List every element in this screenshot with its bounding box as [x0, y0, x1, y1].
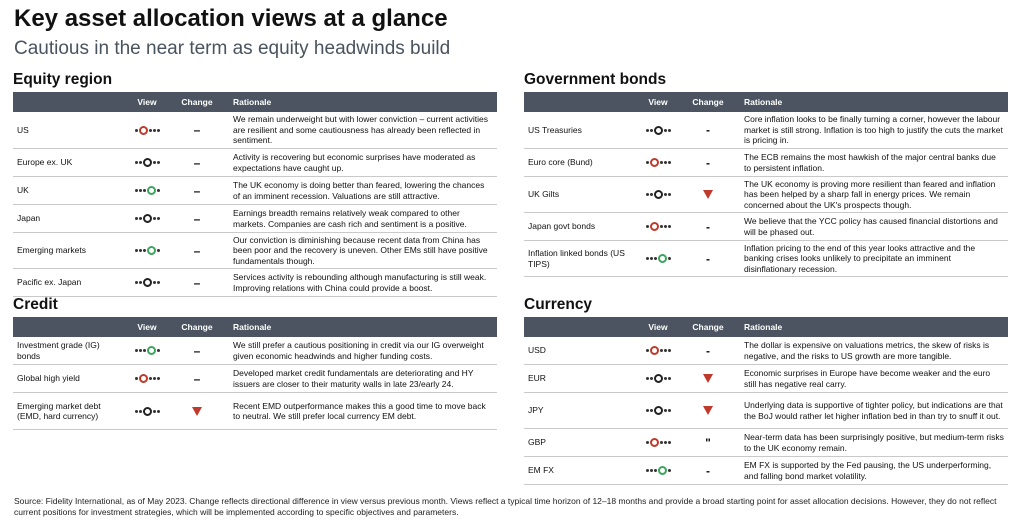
header-change: Change	[181, 97, 213, 107]
view-cell	[636, 374, 680, 383]
no-change-mark: "	[705, 435, 711, 450]
table-row	[524, 112, 1008, 149]
header-view: View	[648, 97, 668, 107]
table-row	[13, 177, 497, 205]
view-cell	[125, 186, 169, 195]
asset-name: Investment grade (IG) bonds	[17, 340, 100, 361]
view-dial-icon	[646, 126, 671, 135]
change-cell	[169, 155, 225, 170]
view-cell	[636, 190, 680, 199]
view-cell	[636, 254, 680, 263]
asset-name: Japan govt bonds	[528, 221, 596, 232]
table-row	[13, 269, 497, 297]
change-cell	[680, 219, 736, 234]
header-change: Change	[692, 97, 724, 107]
change-cell	[169, 371, 225, 386]
section-title: Equity region	[13, 71, 113, 88]
rationale-text: Inflation pricing to the end of this year looks attractive and the banking crises looks unlikely to precipitate an imminent disinflationary recession.	[744, 242, 976, 274]
view-cell	[636, 466, 680, 475]
table-row	[13, 149, 497, 177]
no-change-mark: -	[706, 343, 710, 358]
no-change-mark: –	[193, 371, 201, 386]
view-cell	[125, 278, 169, 287]
table-header	[13, 92, 497, 112]
view-dial-icon	[135, 158, 160, 167]
table-row	[524, 337, 1008, 365]
view-cell	[125, 126, 169, 135]
rationale-text: Recent EMD outperformance makes this a good time to move back to neutral. We still prefer local currency EM debt.	[233, 400, 486, 421]
table-row	[524, 177, 1008, 213]
change-cell	[680, 435, 736, 450]
view-cell	[125, 246, 169, 255]
down-arrow-icon	[703, 190, 713, 199]
table-row	[524, 429, 1008, 457]
view-dial-icon	[646, 406, 671, 415]
asset-name: UK Gilts	[528, 189, 560, 200]
table-row	[524, 241, 1008, 277]
no-change-mark: –	[193, 243, 201, 258]
no-change-mark: -	[706, 251, 710, 266]
asset-name: Emerging markets	[17, 245, 86, 256]
change-cell	[169, 407, 225, 416]
page-subtitle: Cautious in the near term as equity headwinds build	[14, 38, 451, 59]
no-change-mark: –	[193, 123, 201, 137]
table-row	[13, 205, 497, 233]
header-view: View	[648, 322, 668, 332]
no-change-mark: –	[193, 183, 201, 198]
asset-name: Global high yield	[17, 373, 80, 384]
rationale-text: Underlying data is supportive of tighter policy, but indications are that the BoJ would rather let higher inflation bed in than try to snuff it out.	[744, 400, 1003, 421]
rationale-text: Economic surprises in Europe have become weaker and the euro still has negative real carry.	[744, 368, 991, 389]
rationale-text: The ECB remains the most hawkish of the major central banks due to persistent inflation.	[744, 152, 996, 173]
view-cell	[636, 126, 680, 135]
section-title: Credit	[13, 296, 58, 313]
header-view: View	[137, 322, 157, 332]
asset-name: USD	[528, 345, 546, 356]
table-row	[13, 393, 497, 430]
table-header	[13, 317, 497, 337]
rationale-text: We believe that the YCC policy has caused financial distortions and will be phased out.	[744, 216, 998, 237]
down-arrow-icon	[703, 406, 713, 415]
view-dial-icon	[646, 222, 671, 231]
page-title: Key asset allocation views at a glance	[14, 5, 448, 32]
table-row	[13, 337, 497, 365]
change-cell	[680, 155, 736, 170]
table-row	[524, 149, 1008, 177]
view-dial-icon	[135, 186, 160, 195]
view-cell	[636, 158, 680, 167]
view-dial-icon	[646, 466, 671, 475]
rationale-text: Earnings breadth remains relatively weak compared to other markets. Companies are cash rich and sentiment is a positive.	[233, 208, 467, 229]
header-change: Change	[692, 322, 724, 332]
no-change-mark: -	[706, 463, 710, 478]
view-cell	[125, 214, 169, 223]
credit-panel	[13, 295, 497, 430]
view-dial-icon	[646, 158, 671, 167]
no-change-mark: –	[193, 211, 201, 226]
header-rationale: Rationale	[233, 322, 272, 332]
change-cell	[680, 251, 736, 266]
asset-name: Inflation linked bonds (US TIPS)	[528, 248, 625, 269]
change-cell	[169, 211, 225, 226]
currency-panel	[524, 295, 1008, 485]
asset-name: JPY	[528, 405, 544, 416]
view-dial-icon	[135, 374, 160, 383]
change-cell	[680, 125, 736, 135]
change-cell	[680, 343, 736, 358]
asset-name: Pacific ex. Japan	[17, 277, 82, 288]
rationale-text: The UK economy is doing better than feared, lowering the chances of an imminent recession. Valuations are still attractive.	[233, 180, 485, 201]
table-row	[524, 365, 1008, 393]
view-dial-icon	[646, 438, 671, 447]
no-change-mark: -	[706, 123, 710, 137]
asset-name: US Treasuries	[528, 124, 582, 135]
view-dial-icon	[135, 278, 160, 287]
rationale-text: Near-term data has been surprisingly positive, but medium-term risks to the UK economy remain.	[744, 432, 1004, 453]
table-header	[524, 92, 1008, 112]
view-dial-icon	[135, 126, 160, 135]
section-title: Currency	[524, 296, 593, 313]
asset-name: EUR	[528, 373, 546, 384]
change-cell	[680, 374, 736, 383]
govt-bonds-panel	[524, 70, 1008, 277]
view-dial-icon	[646, 254, 671, 263]
change-cell	[680, 463, 736, 478]
view-dial-icon	[135, 346, 160, 355]
footer-source-note: Source: Fidelity International, as of May 2023. Change reflects directional difference in view versus previous month. Views reflect a typical time horizon of 12–18 months and provide a broad starting point for asset allocation decisions. However, they do not reflect current positions for investment strategies, which will be implemented according to specific objectives and parameters.	[14, 496, 997, 517]
table-row	[13, 112, 497, 149]
no-change-mark: –	[193, 155, 201, 170]
view-cell	[636, 222, 680, 231]
change-cell	[169, 275, 225, 290]
rationale-text: The UK economy is proving more resilient than feared and inflation has been helped by a sharp fall in energy prices. We remain concerned about the UK's prospects though.	[744, 178, 996, 210]
view-cell	[636, 346, 680, 355]
rationale-text: The dollar is expensive on valuations metrics, the skew of risks is negative, and the risks to US growth are more tangible.	[744, 340, 990, 361]
section-title: Government bonds	[524, 71, 667, 88]
view-cell	[125, 346, 169, 355]
rationale-text: EM FX is supported by the Fed pausing, the US underperforming, and falling bond market volatility.	[744, 460, 992, 481]
no-change-mark: –	[193, 275, 201, 290]
no-change-mark: -	[706, 155, 710, 170]
view-dial-icon	[135, 214, 160, 223]
view-dial-icon	[646, 190, 671, 199]
view-cell	[636, 406, 680, 415]
down-arrow-icon	[192, 407, 202, 416]
no-change-mark: –	[193, 343, 201, 358]
view-dial-icon	[135, 246, 160, 255]
change-cell	[680, 190, 736, 199]
header-rationale: Rationale	[744, 322, 783, 332]
table-row	[524, 457, 1008, 485]
view-cell	[636, 438, 680, 447]
view-cell	[125, 407, 169, 416]
no-change-mark: -	[706, 219, 710, 234]
change-cell	[169, 343, 225, 358]
rationale-text: Our conviction is diminishing because recent data from China has been poor and the recovery is uneven. Other EMs still have positive fundamentals though.	[233, 234, 488, 266]
asset-name: US	[17, 124, 29, 135]
change-cell	[169, 243, 225, 258]
header-change: Change	[181, 322, 213, 332]
table-row	[524, 213, 1008, 241]
equity-panel	[13, 70, 497, 297]
asset-name: Japan	[17, 213, 41, 224]
view-cell	[125, 374, 169, 383]
rationale-text: Activity is recovering but economic surprises have moderated as expectations have caught up.	[233, 152, 476, 173]
asset-name: Euro core (Bund)	[528, 157, 593, 168]
rationale-text: Services activity is rebounding although manufacturing is still weak. Improving relations with China could provide a boost.	[233, 272, 487, 293]
table-header	[524, 317, 1008, 337]
down-arrow-icon	[703, 374, 713, 383]
header-rationale: Rationale	[233, 97, 272, 107]
view-cell	[125, 158, 169, 167]
header-view: View	[137, 97, 157, 107]
asset-name: Emerging market debt (EMD, hard currency)	[17, 400, 101, 421]
rationale-text: We still prefer a cautious positioning in credit via our IG overweight given economic headwinds and higher funding costs.	[233, 340, 484, 361]
change-cell	[169, 183, 225, 198]
rationale-text: We remain underweight but with lower conviction – current activities are resilient and some cautiousness has already been reflected in sentiment.	[233, 114, 488, 146]
view-dial-icon	[646, 346, 671, 355]
header-rationale: Rationale	[744, 97, 783, 107]
asset-name: Europe ex. UK	[17, 157, 73, 168]
view-dial-icon	[646, 374, 671, 383]
table-row	[524, 393, 1008, 429]
change-cell	[169, 125, 225, 135]
rationale-text: Developed market credit fundamentals are deteriorating and HY issuers are closer to their maturity walls in late 23/early 24.	[233, 368, 474, 389]
table-row	[13, 365, 497, 393]
asset-name: UK	[17, 185, 29, 196]
rationale-text: Core inflation looks to be finally turning a corner, however the labour market is still strong. Inflation is too high to justify the cuts the market is pricing in.	[744, 114, 1003, 146]
asset-name: GBP	[528, 437, 546, 448]
table-row	[13, 233, 497, 269]
change-cell	[680, 406, 736, 415]
view-dial-icon	[135, 407, 160, 416]
asset-name: EM FX	[528, 465, 554, 476]
